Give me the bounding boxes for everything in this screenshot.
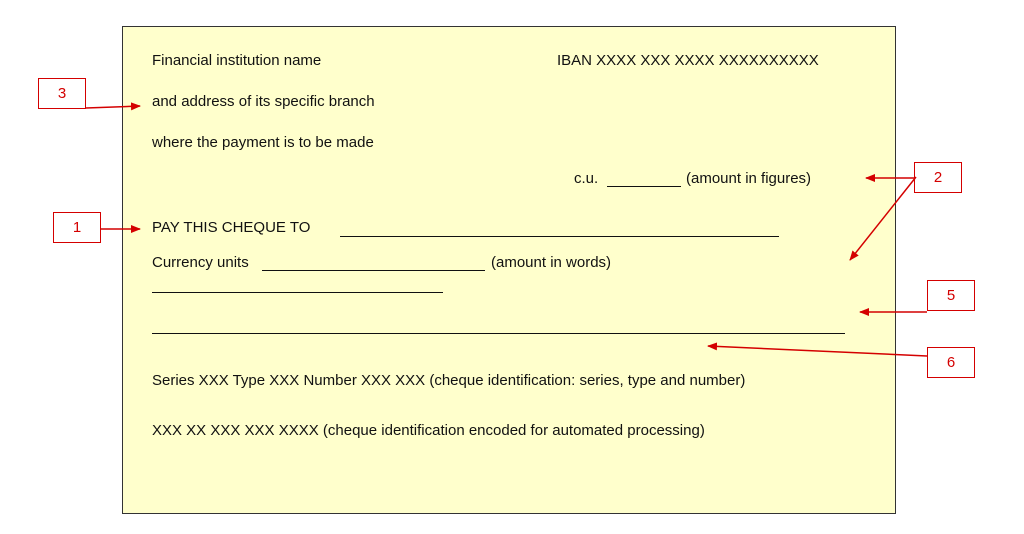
bank-place: where the payment is to be made: [152, 134, 374, 151]
callout-6: 6: [927, 347, 975, 378]
bank-address: and address of its specific branch: [152, 93, 375, 110]
amount-figures-line: [607, 186, 681, 187]
amount-words-line: [262, 270, 485, 271]
callout-5: 5: [927, 280, 975, 311]
encoded-line: XXX XX XXX XXX XXXX (cheque identification encoded for automated processing): [152, 422, 705, 439]
bank-name: Financial institution name: [152, 52, 322, 69]
callout-2: 2: [914, 162, 962, 193]
amount-words-hint: (amount in words): [491, 254, 612, 271]
cu-label: c.u.: [574, 170, 599, 187]
callout-3: 3: [38, 78, 86, 109]
payee-line: [340, 236, 779, 237]
callout-1: 1: [53, 212, 101, 243]
series-line: Series XXX Type XXX Number XXX XXX (cheque identification: series, type and number): [152, 372, 746, 389]
amount-figures-hint: (amount in figures): [686, 170, 812, 187]
amount-words-line-2: [152, 292, 443, 293]
pay-label: PAY THIS CHEQUE TO: [152, 219, 311, 236]
signature-line: [152, 333, 845, 334]
iban: IBAN XXXX XXX XXXX XXXXXXXXXX: [557, 52, 819, 69]
currency-label: Currency units: [152, 254, 249, 271]
